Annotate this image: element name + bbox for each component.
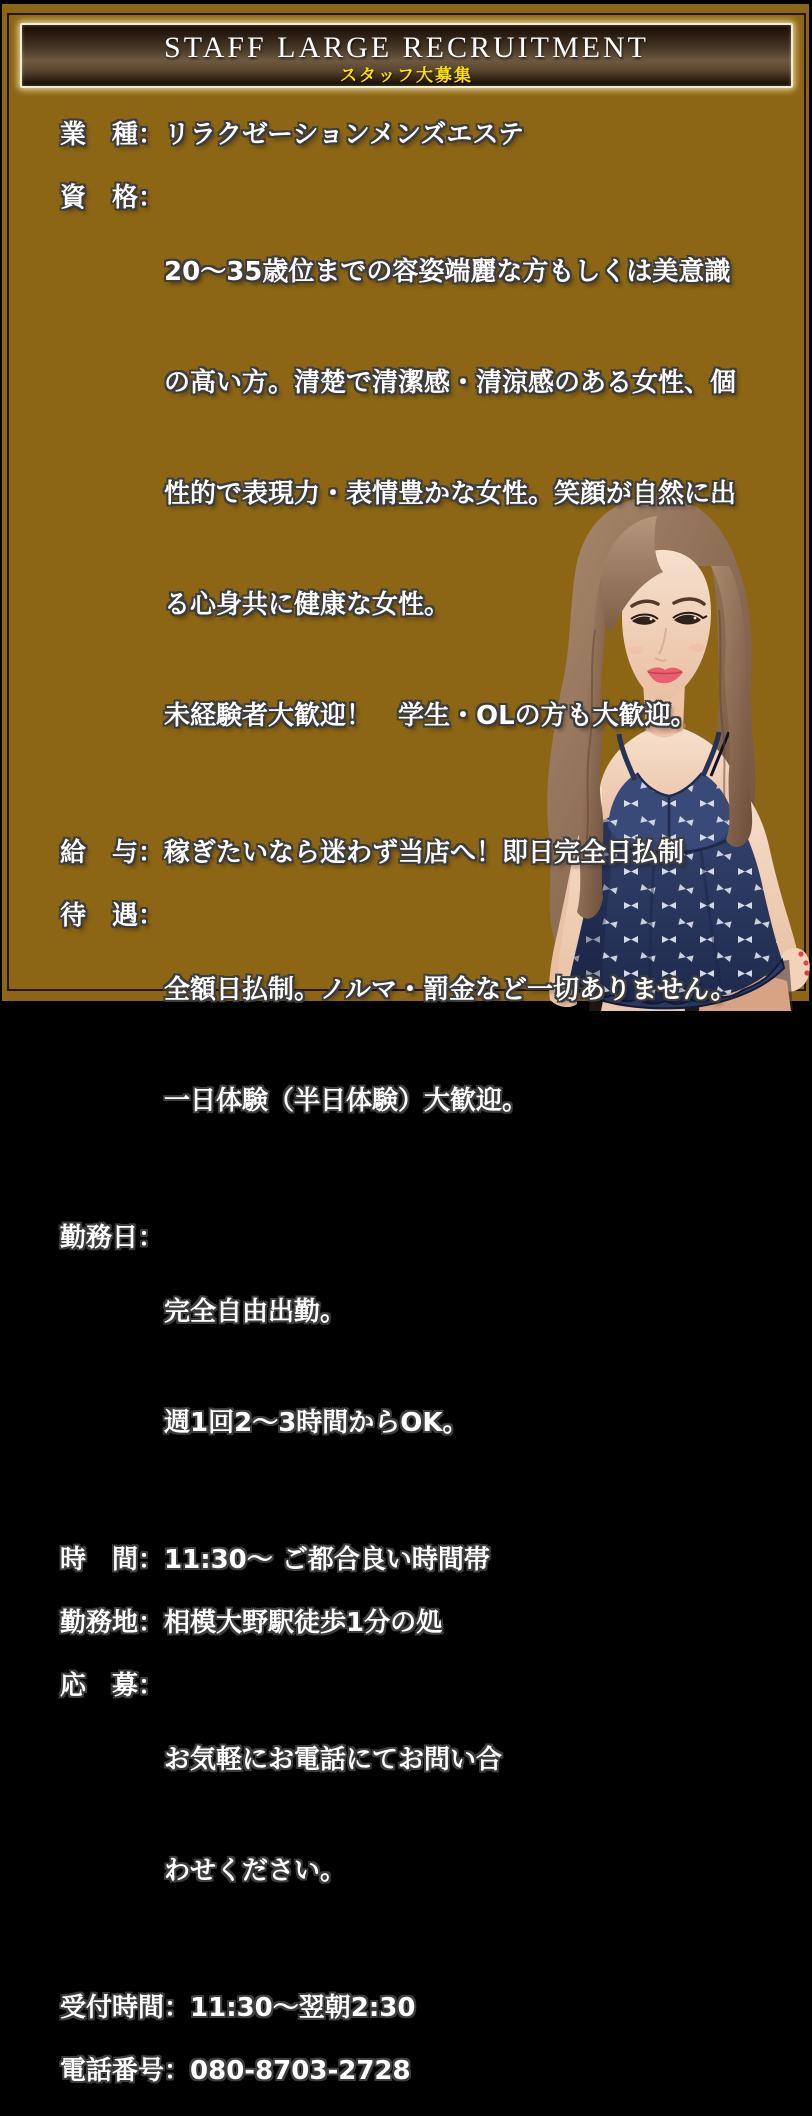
job-value: 週1回2〜3時間からOK。 <box>164 1408 469 1438</box>
job-row-qualification <box>60 180 792 809</box>
job-value: 一日体験（半日体験）大歓迎。 <box>164 1086 529 1116</box>
job-label: 時 間： <box>60 1545 165 1575</box>
job-row-workdays <box>60 1220 792 1516</box>
job-label: 勤務日： <box>60 1223 165 1253</box>
job-label: 給 与： <box>60 838 165 868</box>
job-value: 性的で表現力・表情豊かな女性。笑顔が自然に出 <box>164 479 737 509</box>
banner-subtitle: スタッフ大募集 <box>340 66 473 86</box>
job-row-salary <box>60 835 792 872</box>
job-value: リラクゼーションメンズエステ <box>164 120 524 150</box>
job-value: の高い方。清楚で清潔感・清涼感のある女性、個 <box>164 368 737 398</box>
job-label: 待 遇： <box>60 901 165 931</box>
job-row-apply <box>60 1668 792 1964</box>
job-value: る心身共に健康な女性。 <box>164 590 451 620</box>
job-value: わせください。 <box>164 1856 347 1886</box>
job-label: 資 格： <box>60 183 165 213</box>
job-row-treatment <box>60 898 792 1194</box>
job-row-hours <box>60 1542 792 1579</box>
job-row-industry <box>60 117 792 154</box>
banner-title: STAFF LARGE RECRUITMENT <box>164 31 649 64</box>
job-info-list <box>60 117 792 2116</box>
phone-number: 080-8703-2728 <box>190 2056 411 2086</box>
job-label: 応 募： <box>60 1671 165 1701</box>
job-value: 相模大野駅徒歩1分の処 <box>164 1608 443 1638</box>
job-row-reception-hours <box>60 1990 792 2027</box>
job-value: 稼ぎたいなら迷わず当店へ！即日完全日払制 <box>164 838 685 868</box>
job-value: 11:30〜翌朝2:30 <box>190 1993 416 2023</box>
job-value: 20〜35歳位までの容姿端麗な方もしくは美意識 <box>164 257 731 287</box>
job-value: 全額日払制。ノルマ・罰金など一切ありません。 <box>164 975 737 1005</box>
job-label: 受付時間： <box>60 1993 191 2023</box>
job-label: 電話番号： <box>60 2056 191 2086</box>
job-value: 完全自由出勤。 <box>164 1297 347 1327</box>
job-row-location <box>60 1605 792 1642</box>
header-banner <box>20 23 793 88</box>
job-value: 未経験者大歓迎！ 学生・OLの方も大歓迎。 <box>164 701 697 731</box>
job-value: お気軽にお電話にてお問い合 <box>164 1745 503 1775</box>
job-row-phone-number <box>60 2053 792 2090</box>
job-label: 勤務地： <box>60 1608 165 1638</box>
job-value: 11:30〜 ご都合良い時間帯 <box>164 1545 490 1575</box>
job-label: 業 種： <box>60 120 165 150</box>
